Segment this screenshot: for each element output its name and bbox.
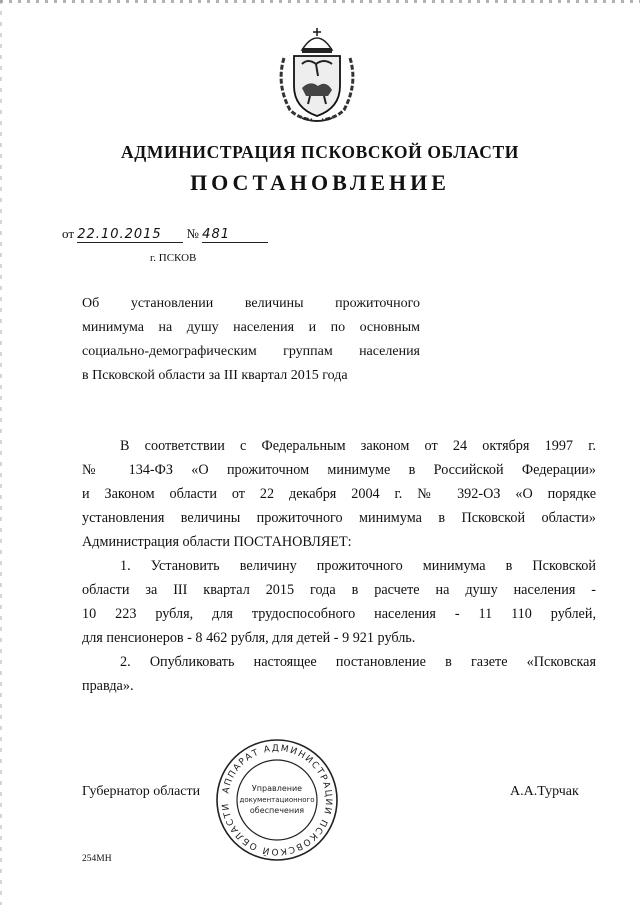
body-line: Администрация области ПОСТАНОВЛЯЕТ: — [82, 534, 352, 550]
body-line: № 134-ФЗ «О прожиточном минимуме в Российской Федерации» — [82, 462, 596, 478]
stamp-center-line: обеспечения — [249, 806, 305, 815]
stamp-ring-text: АППАРАТ АДМИНИСТРАЦИИ ПСКОВСКОЙ ОБЛАСТИ — [220, 743, 334, 857]
body-line: 10 223 рубля, для трудоспособного населения - 11 110 рублей, — [82, 606, 596, 622]
document-subject — [82, 292, 420, 388]
document-body — [82, 434, 596, 698]
body-line: установления величины прожиточного минимума в Псковской области» — [82, 510, 596, 526]
stamp-center-line: Управление — [251, 784, 303, 793]
body-line: 1. Установить величину прожиточного минимума в Псковской — [120, 558, 596, 574]
official-stamp-icon — [212, 735, 342, 865]
scan-edge-left — [0, 0, 2, 905]
subject-line: Об установлении величины прожиточного — [82, 296, 420, 311]
coat-of-arms-icon — [272, 24, 362, 124]
document-code: 254МН — [82, 854, 112, 864]
body-line: области за III квартал 2015 года в расчете на душу населения - — [82, 582, 596, 598]
city-label: г. ПСКОВ — [150, 252, 197, 264]
document-date: 22.10.2015 — [77, 227, 183, 243]
from-label: от — [62, 226, 75, 241]
stamp-center-line: документационного — [239, 796, 315, 804]
subject-line: в Псковской области за III квартал 2015 года — [82, 368, 348, 383]
body-line: В соответствии с Федеральным законом от 24 октября 1997 г. — [120, 438, 596, 454]
registration-line — [62, 226, 268, 243]
subject-line: минимума на душу населения и по основным — [82, 320, 420, 335]
scan-edge-top — [0, 0, 640, 3]
subject-line: социально-демографическим группам населения — [82, 344, 420, 359]
signatory-position: Губернатор области — [82, 784, 201, 799]
organization-title: АДМИНИСТРАЦИЯ ПСКОВСКОЙ ОБЛАСТИ — [120, 142, 520, 162]
body-line: и Законом области от 22 декабря 2004 г. № 392-ОЗ «О порядке — [82, 486, 596, 502]
document-number: 481 — [202, 227, 268, 243]
body-line: для пенсионеров - 8 462 рубля, для детей - 9 921 рубль. — [82, 630, 416, 646]
signatory-name: А.А.Турчак — [510, 784, 579, 799]
number-label: № — [186, 226, 199, 241]
body-line: 2. Опубликовать настоящее постановление в газете «Псковская — [120, 654, 596, 670]
body-line: правда». — [82, 678, 134, 694]
document-type-title: ПОСТАНОВЛЕНИЕ — [190, 170, 450, 195]
